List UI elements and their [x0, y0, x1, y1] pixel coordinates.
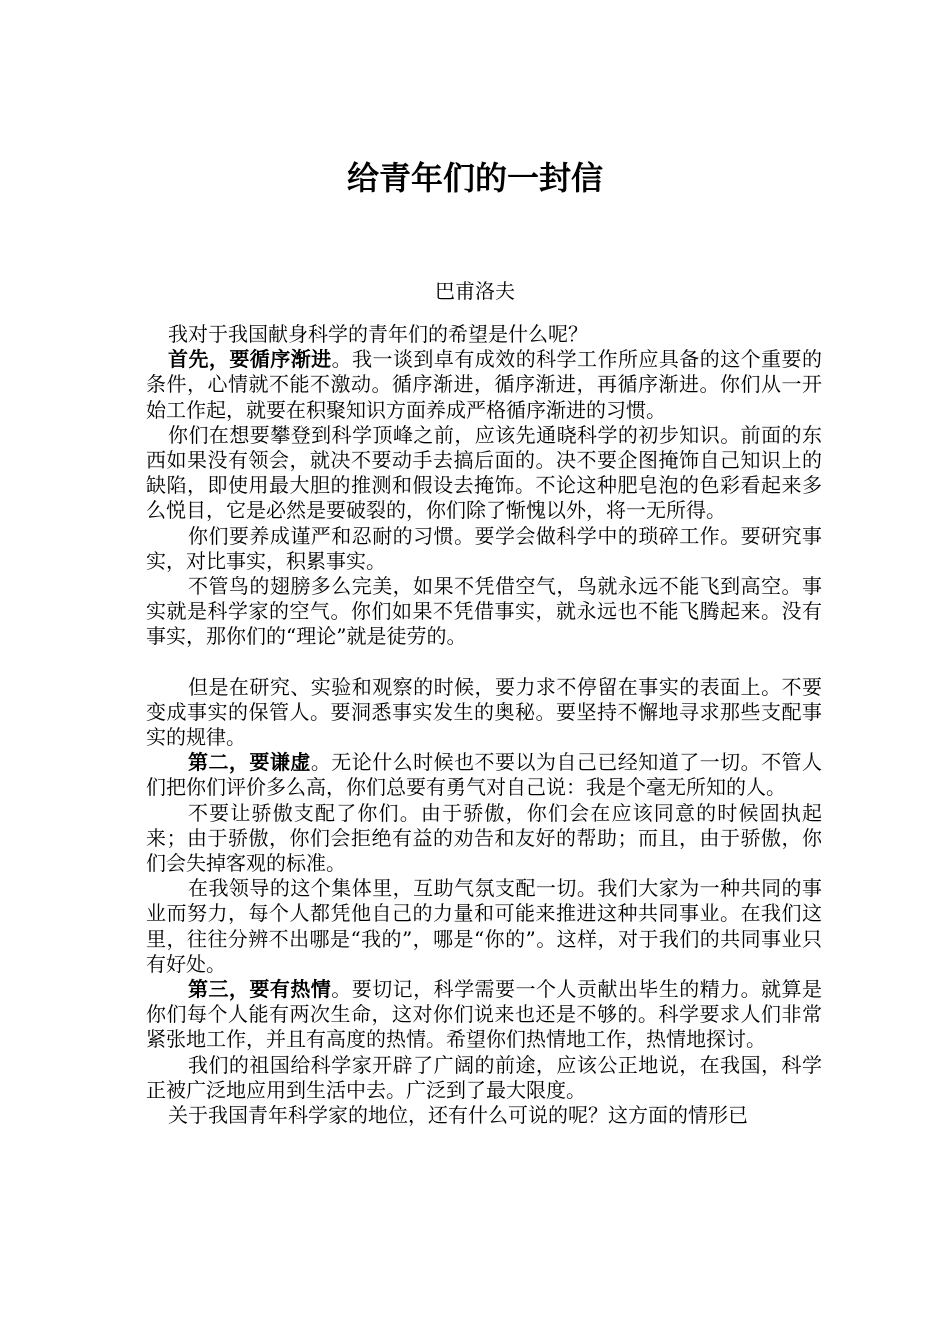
paragraph-text: 我们的祖国给科学家开辟了广阔的前途，应该公正地说，在我国，科学正被广泛地应用到生活中去。广泛到了最大限度。	[146, 1052, 822, 1102]
paragraph-lead: 首先，要循序渐进	[168, 347, 332, 372]
author-name: 巴甫洛夫	[435, 279, 515, 303]
paragraph-text: 你们在想要攀登到科学顶峰之前，应该先通晓科学的初步知识。前面的东西如果没有领会，就决不要动手去搞后面的。决不要企图掩饰自己知识上的缺陷，即使用最大胆的推测和假设去掩饰。不论这种肥皂泡的色彩看起来多么悦目，它是必然是要破裂的，你们除了惭愧以外，将一无所得。	[146, 422, 822, 523]
paragraph-pride	[146, 801, 822, 877]
document-title: 给青年们的一封信	[346, 159, 603, 197]
paragraph-second-point	[146, 750, 822, 800]
paragraph-text: 不要让骄傲支配了你们。由于骄傲，你们会在应该同意的时候固执起来；由于骄傲，你们会拒绝有益的劝告和友好的帮助；而且，由于骄傲，你们会失掉客观的标准。	[146, 800, 822, 876]
paragraph-collective	[146, 876, 822, 977]
paragraph-facts-air	[146, 574, 822, 650]
paragraph-text: 在我领导的这个集体里，互助气氛支配一切。我们大家为一种共同的事业而努力，每个人都凭他自己的力量和可能来推进这种共同事业。在我们这里，往往分辨不出哪是“我的”，哪是“你的”。这样，对于我们的共同事业只有好处。	[146, 876, 822, 976]
paragraph-text: 。无论什么时候也不要以为自己已经知道了一切。不管人们把你们评价多么高，你们总要有勇气对自己说：我是个毫无所知的人。	[146, 750, 823, 800]
paragraph-gap	[146, 650, 822, 675]
paragraph-text: 你们要养成谨严和忍耐的习惯。要学会做科学中的琐碎工作。要研究事实，对比事实，积累事实。	[146, 523, 822, 573]
paragraph-third-point	[146, 977, 822, 1053]
paragraph-intro-question	[146, 322, 822, 347]
paragraph-foundations	[146, 423, 822, 524]
paragraph-motherland	[146, 1053, 822, 1103]
paragraph-first-point	[146, 347, 822, 423]
paragraph-lead: 第二，要谦虚	[188, 750, 311, 775]
paragraph-text: 关于我国青年科学家的地位，还有什么可说的呢？这方面的情形已	[168, 1103, 748, 1128]
paragraph-patience	[146, 524, 822, 574]
paragraph-text: 我对于我国献身科学的青年们的希望是什么呢？	[168, 322, 588, 346]
paragraph-young-scientists	[146, 1103, 822, 1128]
paragraph-text: 。要切记，科学需要一个人贡献出毕生的精力。就算是你们每个人能有两次生命，这对你们说来也还是不够的。科学要求人们非常紧张地工作，并且有高度的热情。希望你们热情地工作，热情地探讨。	[146, 977, 823, 1052]
paragraph-text: 但是在研究、实验和观察的时候，要力求不停留在事实的表面上。不要变成事实的保管人。要洞悉事实发生的奥秘。要坚持不懈地寻求那些支配事实的规律。	[146, 674, 822, 750]
paragraph-laws	[146, 675, 822, 751]
letter-body	[146, 322, 822, 1128]
paragraph-text: 。我一谈到卓有成效的科学工作所应具备的这个重要的条件，心情就不能不激动。循序渐进，循序渐进，再循序渐进。你们从一开始工作起，就要在积聚知识方面养成严格循序渐进的习惯。	[146, 347, 823, 422]
paragraph-text: 不管鸟的翅膀多么完美，如果不凭借空气，鸟就永远不能飞到高空。事实就是科学家的空气。你们如果不凭借事实，就永远也不能飞腾起来。没有事实，那你们的“理论”就是徒劳的。	[146, 574, 822, 649]
paragraph-lead: 第三，要有热情	[188, 977, 332, 1002]
